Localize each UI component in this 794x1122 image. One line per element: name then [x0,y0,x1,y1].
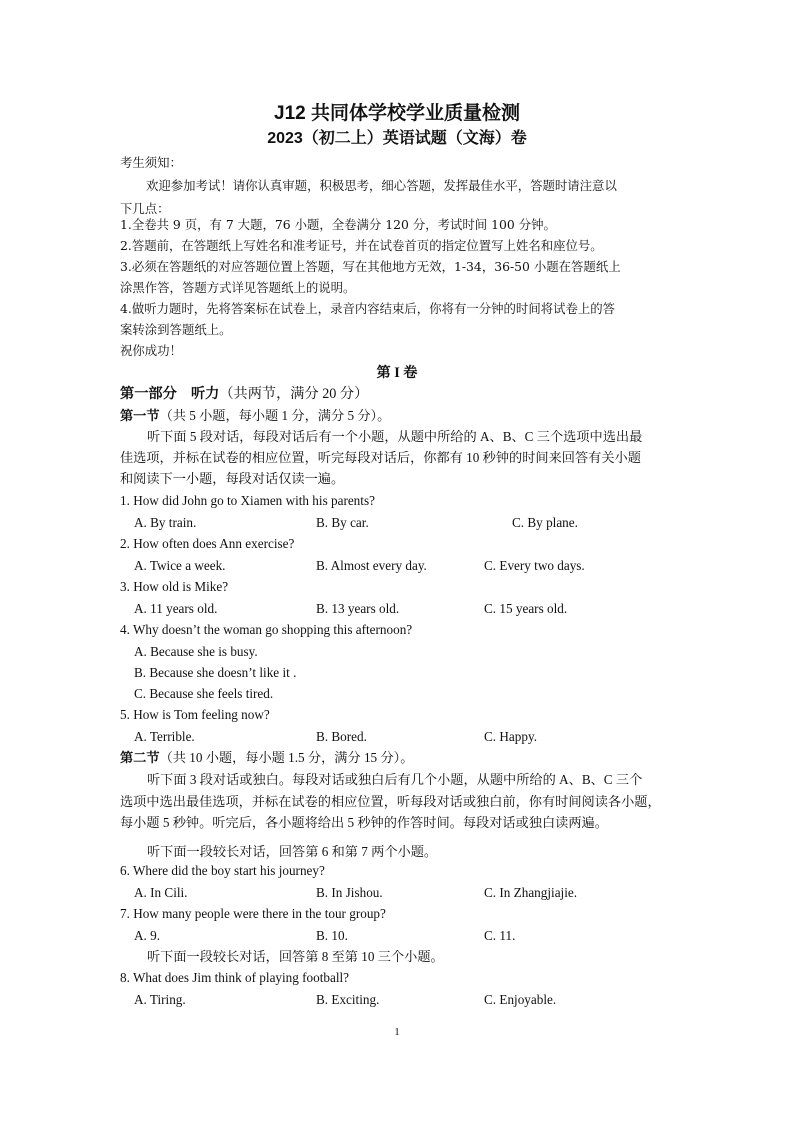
notice-rule: 3.必须在答题纸的对应答题位置上答题，写在其他地方无效，1-34，36-50 小题在答题纸上 [120,259,621,274]
question-1-option-b: B. By car. [316,515,369,530]
notice-rule: 4.做听力题时，先将答案标在试卷上，录音内容结束后，你将有一分钟的时间将试卷上的答 [120,301,616,316]
question-2-option-a: A. Twice a week. [134,558,226,573]
section1-heading-detail: （共 5 小题，每小题 1 分，满分 5 分）。 [159,408,391,423]
question-4-option-b: B. Because she doesn’t like it . [134,665,297,680]
section2-note: 听下面一段较长对话，回答第 6 和第 7 两个小题。 [147,844,438,859]
question-4-stem: 4. Why doesn’t the woman go shopping this afternoon? [120,622,413,637]
section2-heading-detail: （共 10 小题，每小题 1.5 分，满分 15 分）。 [159,750,414,765]
question-6-option-c: C. In Zhangjiajie. [484,885,578,900]
question-2-option-c: C. Every two days. [484,558,585,573]
notice-rule: 1.全卷共 9 页，有 7 大题，76 小题，全卷满分 120 分，考试时间 100 分钟。 [120,217,556,232]
volume-heading: 第 I 卷 [376,365,418,381]
exam-subtitle: 2023（初二上）英语试题（文海）卷 [267,130,527,147]
question-1-option-c: C. By plane. [512,515,578,530]
question-2-stem: 2. How often does Ann exercise? [120,536,295,551]
exam-title: J12 共同体学校学业质量检测 [274,103,520,124]
notice-intro-line: 下几点： [120,201,170,216]
question-1-stem: 1. How did John go to Xiamen with his parents? [120,493,375,508]
part1-heading-label: 第一部分 听力 [120,386,220,402]
question-8-option-a: A. Tiring. [134,992,186,1007]
question-3-option-a: A. 11 years old. [134,601,218,616]
notice-rule: 2.答题前，在答题纸上写姓名和准考证号，并在试卷首页的指定位置写上姓名和座位号。 [120,238,603,253]
section1-heading [120,409,390,422]
question-3-option-b: B. 13 years old. [316,601,400,616]
notice-wish: 祝你成功！ [120,343,182,358]
section2-instructions: 听下面 3 段对话或独白。每段对话或独白后有几个小题，从题中所给的 A、B、C 三个 [147,772,643,787]
section1-instructions: 听下面 5 段对话，每段对话后有一个小题，从题中所给的 A、B、C 三个选项中选出最 [147,429,643,444]
question-8-option-c: C. Enjoyable. [484,992,557,1007]
section2-heading [120,751,413,764]
question-1-option-a: A. By train. [134,515,197,530]
question-3-option-c: C. 15 years old. [484,601,568,616]
question-4-option-c: C. Because she feels tired. [134,686,274,701]
notice-rule: 涂黑作答，答题方式详见答题纸上的说明。 [120,280,356,295]
section2-note: 听下面一段较长对话，回答第 8 至第 10 三个小题。 [147,949,444,964]
question-5-option-c: C. Happy. [484,729,537,744]
question-7-option-b: B. 10. [316,928,348,943]
question-6-option-b: B. In Jishou. [316,885,383,900]
question-7-stem: 7. How many people were there in the tour group? [120,906,386,921]
notice-rule: 案转涂到答题纸上。 [120,322,232,337]
question-4-option-a: A. Because she is busy. [134,644,258,659]
part1-heading [120,387,368,401]
section1-instructions: 和阅读下一小题，每段对话仅读一遍。 [120,471,345,486]
question-6-stem: 6. Where did the boy start his journey? [120,863,325,878]
section2-instructions: 选项中选出最佳选项，并标在试卷的相应位置，听每段对话或独白前，你有时间阅读各小题， [120,794,661,809]
notice-heading: 考生须知： [120,155,182,170]
part1-heading-detail: （共两节，满分 20 分） [219,386,369,402]
section1-heading-label: 第一节 [120,408,160,423]
question-5-option-a: A. Terrible. [134,729,195,744]
question-6-option-a: A. In Cili. [134,885,188,900]
question-3-stem: 3. How old is Mike? [120,579,229,594]
question-8-option-b: B. Exciting. [316,992,380,1007]
section2-heading-label: 第二节 [120,750,160,765]
question-5-stem: 5. How is Tom feeling now? [120,707,270,722]
question-8-stem: 8. What does Jim think of playing football? [120,970,350,985]
section1-instructions: 佳选项，并标在试卷的相应位置，听完每段对话后，你都有 10 秒钟的时间来回答有关小题 [120,450,641,465]
section2-instructions: 每小题 5 秒钟。听完后，各小题将给出 5 秒钟的作答时间。每段对话或独白读两遍。 [120,815,608,830]
question-7-option-a: A. 9. [134,928,161,943]
question-2-option-b: B. Almost every day. [316,558,427,573]
notice-intro-line: 欢迎参加考试！请你认真审题，积极思考，细心答题，发挥最佳水平，答题时请注意以 [146,178,617,193]
question-7-option-c: C. 11. [484,928,516,943]
question-5-option-b: B. Bored. [316,729,367,744]
page-number: 1 [394,1026,400,1038]
